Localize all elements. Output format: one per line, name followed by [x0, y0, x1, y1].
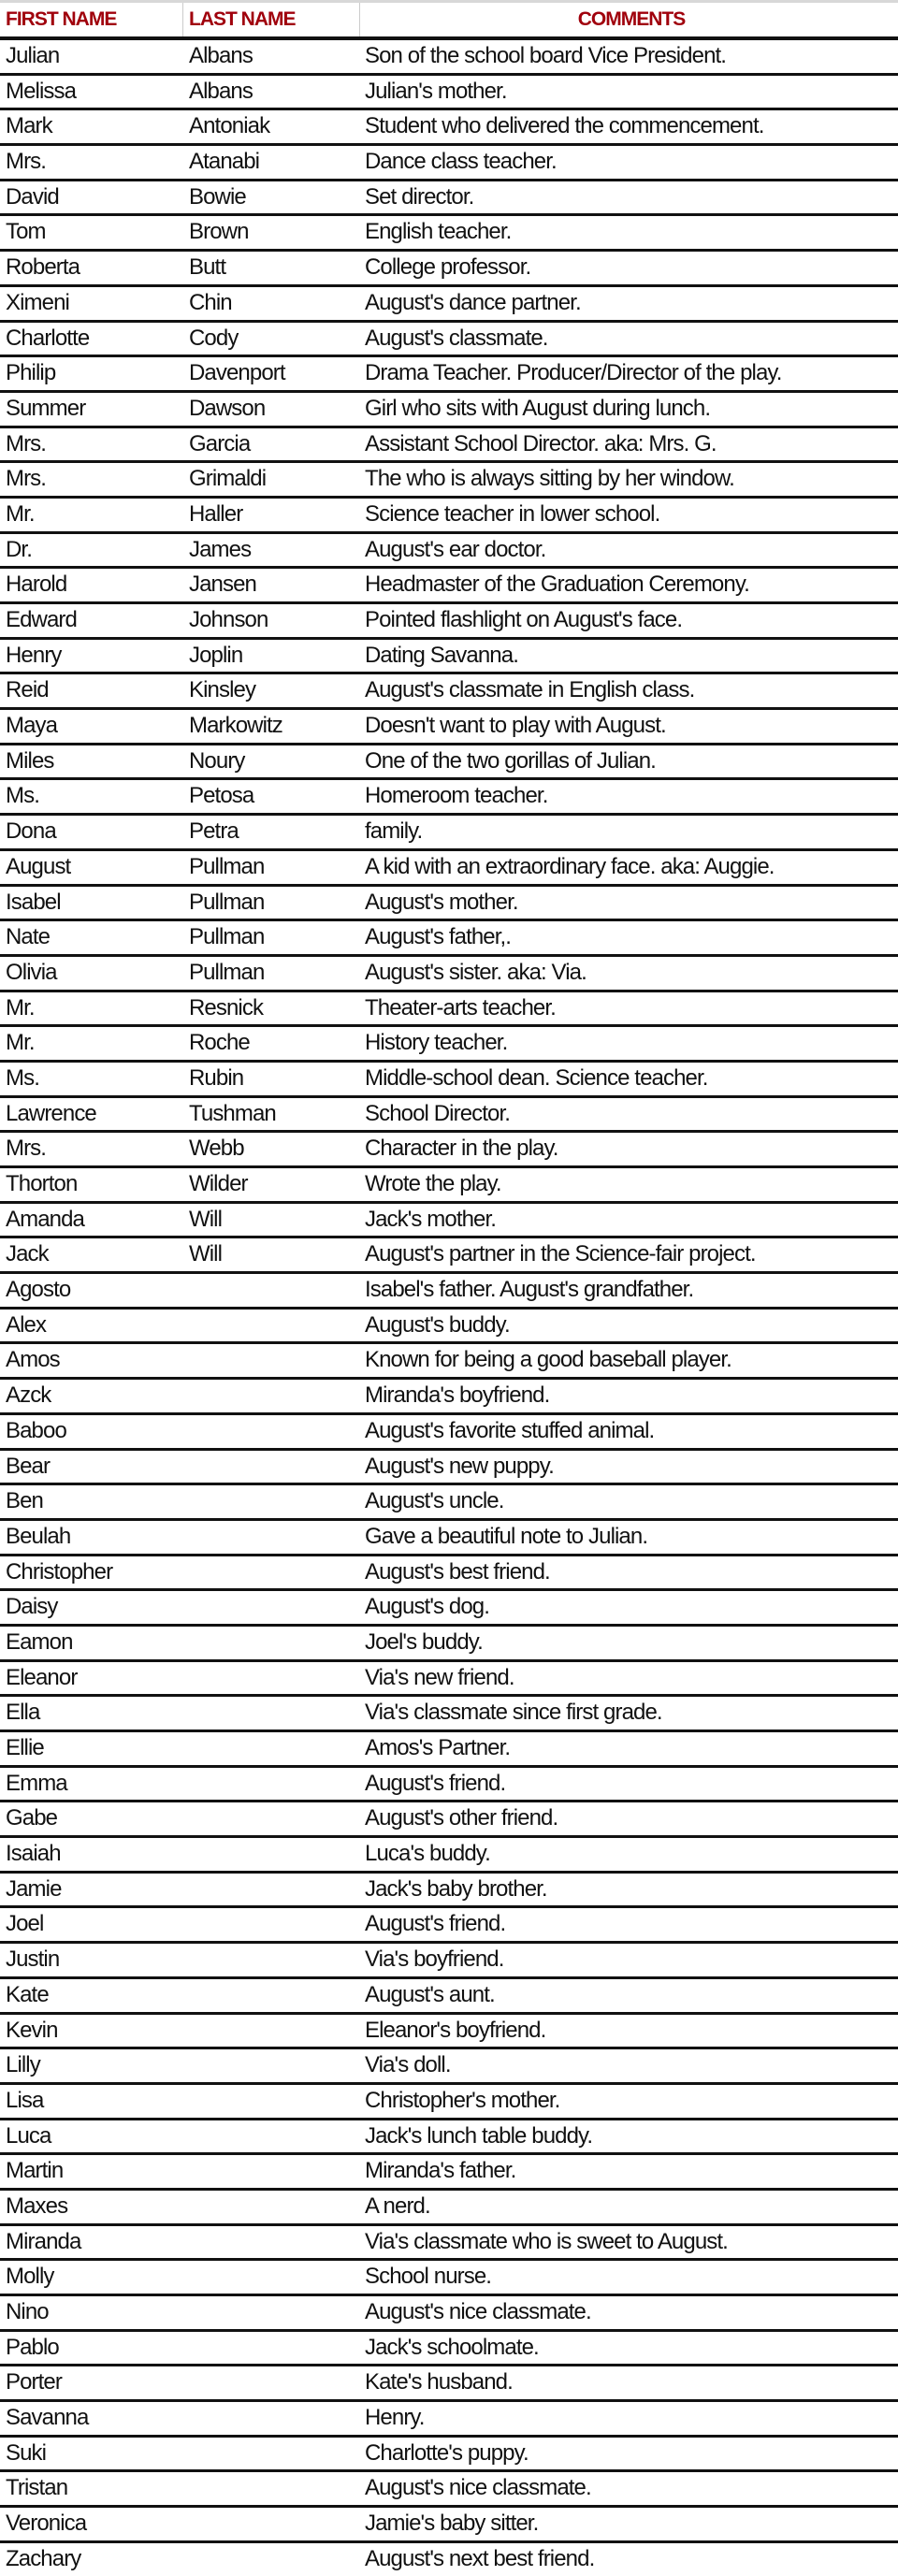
comment-cell: August's favorite stuffed animal. — [365, 1417, 655, 1443]
comment-cell: Assistant School Director. aka: Mrs. G. — [365, 430, 717, 456]
table-row — [0, 428, 898, 464]
first-name-cell: Mrs. — [6, 149, 47, 175]
comment-cell: Henry. — [365, 2405, 425, 2431]
first-name-cell: David — [6, 183, 59, 210]
comment-cell: Eleanor's boyfriend. — [365, 2017, 546, 2043]
first-name-cell: Savanna — [6, 2405, 89, 2431]
comment-cell: Isabel's father. August's grandfather. — [365, 1277, 694, 1303]
first-name-cell: Ms. — [6, 783, 39, 809]
last-name-cell: Johnson — [189, 607, 268, 632]
last-name-cell — [183, 1310, 360, 1342]
first-name-cell: Julian — [6, 43, 60, 68]
comment-cell: Son of the school board Vice President. — [365, 43, 727, 68]
first-name-cell: Eleanor — [6, 1664, 78, 1690]
first-name-cell: Isaiah — [6, 1841, 61, 1867]
first-name-cell: Kate — [6, 1981, 49, 2007]
comment-cell: August's classmate in English class. — [365, 677, 695, 703]
last-name-cell: Markowitz — [189, 713, 282, 739]
comment-cell: August's buddy. — [365, 1311, 510, 1338]
table-row — [0, 1662, 898, 1698]
first-name-cell: Philip — [6, 360, 56, 386]
first-name-cell: Dona — [6, 818, 56, 845]
first-name-cell: Charlotte — [6, 325, 90, 351]
last-name-cell — [183, 1556, 360, 1589]
first-name-cell: Lawrence — [6, 1100, 96, 1126]
last-name-cell — [183, 2296, 360, 2329]
comment-cell: Gave a beautiful note to Julian. — [365, 1523, 648, 1549]
comment-cell: Jack's mother. — [365, 1206, 497, 1232]
last-name-cell — [183, 1591, 360, 1624]
table-row — [0, 1627, 898, 1662]
table-row — [0, 604, 898, 640]
comment-cell: August's father,. — [365, 924, 512, 950]
comment-cell: History teacher. — [365, 1030, 508, 1056]
first-name-cell: Ben — [6, 1488, 44, 1514]
first-name-cell: Mrs. — [6, 430, 47, 456]
table-row — [0, 816, 898, 851]
comment-cell: Joel's buddy. — [365, 1628, 483, 1655]
table-row — [0, 2508, 898, 2543]
comment-cell: Via's classmate since first grade. — [365, 1700, 662, 1726]
first-name-cell: Justin — [6, 1946, 60, 1973]
table-row — [0, 1098, 898, 1134]
comment-cell: Via's boyfriend. — [365, 1946, 504, 1973]
first-name-cell: Lilly — [6, 2052, 40, 2078]
last-name-cell — [183, 2543, 360, 2576]
comment-cell: Girl who sits with August during lunch. — [365, 395, 711, 421]
comment-cell: August's ear doctor. — [365, 536, 546, 562]
last-name-cell: Webb — [189, 1136, 244, 1162]
comment-cell: Student who delivered the commencement. — [365, 113, 764, 139]
last-name-cell — [183, 2332, 360, 2365]
first-name-cell: Gabe — [6, 1805, 58, 1831]
table-row — [0, 1556, 898, 1592]
comment-cell: Dating Savanna. — [365, 642, 518, 668]
first-name-cell: Eamon — [6, 1628, 73, 1655]
last-name-cell: Petosa — [189, 783, 254, 809]
comment-cell: Homeroom teacher. — [365, 783, 548, 809]
comment-cell: August's classmate. — [365, 325, 548, 351]
comment-cell: Charlotte's puppy. — [365, 2439, 529, 2466]
last-name-cell: Roche — [189, 1030, 250, 1056]
comment-cell: August's partner in the Science-fair project. — [365, 1241, 756, 1267]
table-row — [0, 1344, 898, 1380]
table-row — [0, 780, 898, 816]
last-name-cell — [183, 1485, 360, 1518]
last-name-cell — [183, 1908, 360, 1941]
comment-cell: Middle-school dean. Science teacher. — [365, 1064, 708, 1091]
last-name-cell: Grimaldi — [189, 466, 267, 492]
table-row — [0, 674, 898, 710]
table-row — [0, 1415, 898, 1451]
last-name-cell: Pullman — [189, 853, 265, 879]
table-row — [0, 1521, 898, 1556]
comment-cell: Christopher's mother. — [365, 2087, 560, 2113]
comment-cell: Amos's Partner. — [365, 1735, 511, 1760]
last-name-cell — [183, 2438, 360, 2470]
first-name-cell: Mr. — [6, 1030, 35, 1056]
first-name-cell: Tristan — [6, 2475, 68, 2501]
first-name-cell: Joel — [6, 1911, 44, 1937]
table-row — [0, 1697, 898, 1732]
last-name-cell — [183, 1274, 360, 1307]
first-name-cell: Melissa — [6, 78, 77, 104]
first-name-cell: Henry — [6, 642, 62, 668]
table-row — [0, 887, 898, 922]
table-row — [0, 2402, 898, 2438]
comment-cell: August's friend. — [365, 1770, 506, 1796]
table-row — [0, 146, 898, 181]
first-name-cell: Emma — [6, 1770, 67, 1796]
last-name-cell — [183, 1768, 360, 1801]
table-row — [0, 1485, 898, 1521]
first-name-cell: Olivia — [6, 959, 57, 985]
comment-cell: Miranda's father. — [365, 2158, 516, 2184]
first-name-cell: Harold — [6, 572, 67, 598]
first-name-cell: Ellie — [6, 1735, 44, 1760]
table-row — [0, 2543, 898, 2576]
first-name-cell: Suki — [6, 2439, 47, 2466]
first-name-cell: Molly — [6, 2264, 54, 2290]
table-row — [0, 1274, 898, 1310]
comment-cell: August's new puppy. — [365, 1453, 554, 1479]
last-name-cell: Jansen — [189, 572, 256, 598]
last-name-cell: Cody — [189, 325, 239, 351]
last-name-cell: Butt — [189, 254, 226, 281]
table-header — [0, 3, 898, 40]
last-name-cell — [183, 1802, 360, 1835]
comment-cell: Wrote the play. — [365, 1171, 501, 1196]
header-last-name: LAST NAME — [183, 3, 360, 36]
first-name-cell: Jamie — [6, 1875, 62, 1902]
header-comments: COMMENTS — [577, 8, 686, 30]
last-name-cell: Brown — [189, 219, 249, 245]
last-name-cell — [183, 2508, 360, 2540]
comment-cell: One of the two gorillas of Julian. — [365, 747, 656, 774]
comment-cell: Jamie's baby sitter. — [365, 2511, 539, 2537]
comment-cell: Character in the play. — [365, 1136, 558, 1162]
first-name-cell: Alex — [6, 1311, 47, 1338]
comment-cell: A nerd. — [365, 2192, 430, 2219]
first-name-cell: Beulah — [6, 1523, 71, 1549]
first-name-cell: Nino — [6, 2299, 49, 2324]
last-name-cell — [183, 2015, 360, 2048]
comment-cell: August's mother. — [365, 889, 518, 915]
table-row — [0, 1874, 898, 1909]
first-name-cell: Maya — [6, 713, 58, 739]
last-name-cell: Pullman — [189, 889, 265, 915]
table-row — [0, 1591, 898, 1627]
table-row — [0, 2438, 898, 2473]
table-row — [0, 2155, 898, 2191]
table-row — [0, 1133, 898, 1168]
last-name-cell — [183, 2085, 360, 2118]
table-row — [0, 2226, 898, 2262]
comment-cell: Via's new friend. — [365, 1664, 514, 1690]
table-row — [0, 216, 898, 252]
last-name-cell — [183, 2261, 360, 2294]
comment-cell: Headmaster of the Graduation Ceremony. — [365, 572, 749, 598]
last-name-cell — [183, 2120, 360, 2153]
first-name-cell: Agosto — [6, 1277, 71, 1303]
last-name-cell: Davenport — [189, 360, 285, 386]
table-row — [0, 2296, 898, 2332]
last-name-cell — [183, 2226, 360, 2259]
table-row — [0, 110, 898, 146]
table-body — [0, 40, 898, 2576]
comment-cell: August's dance partner. — [365, 289, 581, 315]
table-row — [0, 992, 898, 1028]
first-name-cell: Pablo — [6, 2334, 59, 2360]
last-name-cell — [183, 1732, 360, 1765]
table-row — [0, 2472, 898, 2508]
first-name-cell: Mrs. — [6, 466, 47, 492]
first-name-cell: Edward — [6, 607, 77, 632]
table-row — [0, 1380, 898, 1415]
last-name-cell: Pullman — [189, 959, 265, 985]
table-row — [0, 851, 898, 887]
first-name-cell: Miles — [6, 747, 54, 774]
comment-cell: Science teacher in lower school. — [365, 500, 660, 527]
last-name-cell — [183, 2155, 360, 2188]
first-name-cell: Ella — [6, 1700, 40, 1726]
last-name-cell: Dawson — [189, 395, 266, 421]
last-name-cell: Resnick — [189, 994, 264, 1020]
first-name-cell: Porter — [6, 2369, 62, 2395]
table-row — [0, 2015, 898, 2050]
table-row — [0, 463, 898, 499]
last-name-cell: Albans — [189, 43, 253, 68]
last-name-cell: Garcia — [189, 430, 251, 456]
first-name-cell: Kevin — [6, 2017, 58, 2043]
first-name-cell: Luca — [6, 2122, 51, 2149]
comment-cell: English teacher. — [365, 219, 512, 245]
last-name-cell — [183, 1521, 360, 1554]
table-row — [0, 1310, 898, 1345]
comment-cell: Luca's buddy. — [365, 1841, 490, 1867]
last-name-cell: Petra — [189, 818, 239, 845]
table-row — [0, 2049, 898, 2085]
table-row — [0, 1204, 898, 1239]
comment-cell: August's next best friend. — [365, 2545, 595, 2571]
table-row — [0, 640, 898, 675]
last-name-cell: Joplin — [189, 642, 243, 668]
last-name-cell — [183, 1979, 360, 2012]
table-row — [0, 569, 898, 604]
first-name-cell: Ms. — [6, 1064, 39, 1091]
first-name-cell: Daisy — [6, 1594, 58, 1620]
comment-cell: School Director. — [365, 1100, 511, 1126]
first-name-cell: Mrs. — [6, 1136, 47, 1162]
last-name-cell — [183, 1415, 360, 1448]
first-name-cell: Roberta — [6, 254, 80, 281]
first-name-cell: Veronica — [6, 2511, 87, 2537]
last-name-cell — [183, 2049, 360, 2082]
comment-cell: Jack's baby brother. — [365, 1875, 547, 1902]
comment-cell: Jack's lunch table buddy. — [365, 2122, 593, 2149]
last-name-cell: Chin — [189, 289, 232, 315]
table-row — [0, 1944, 898, 1979]
last-name-cell: Atanabi — [189, 149, 260, 175]
first-name-cell: Baboo — [6, 1417, 66, 1443]
last-name-cell: Wilder — [189, 1171, 248, 1196]
comment-cell: Dance class teacher. — [365, 149, 557, 175]
table-row — [0, 1908, 898, 1944]
last-name-cell: Tushman — [189, 1100, 276, 1126]
table-row — [0, 181, 898, 217]
comment-cell: family. — [365, 818, 423, 845]
first-name-cell: Ximeni — [6, 289, 69, 315]
comment-cell: The who is always sitting by her window. — [365, 466, 734, 492]
first-name-cell: Isabel — [6, 889, 61, 915]
comment-cell: Julian's mother. — [365, 78, 507, 104]
table-row — [0, 357, 898, 393]
comment-cell: August's best friend. — [365, 1558, 550, 1585]
table-row — [0, 76, 898, 111]
comment-cell: August's other friend. — [365, 1805, 558, 1831]
last-name-cell: Kinsley — [189, 677, 256, 703]
table-row — [0, 1451, 898, 1486]
comment-cell: Drama Teacher. Producer/Director of the play. — [365, 360, 782, 386]
comment-cell: Known for being a good baseball player. — [365, 1347, 731, 1373]
last-name-cell: Noury — [189, 747, 245, 774]
table-row — [0, 1027, 898, 1063]
first-name-cell: Azck — [6, 1382, 51, 1409]
table-row — [0, 1838, 898, 1874]
table-row — [0, 2120, 898, 2156]
comment-cell: Kate's husband. — [365, 2369, 513, 2395]
first-name-cell: Bear — [6, 1453, 51, 1479]
last-name-cell — [183, 1874, 360, 1906]
first-name-cell: Mr. — [6, 500, 35, 527]
comment-cell: School nurse. — [365, 2264, 492, 2290]
last-name-cell — [183, 1944, 360, 1976]
table-row — [0, 1979, 898, 2015]
comment-cell: Miranda's boyfriend. — [365, 1382, 550, 1409]
comment-cell: August's sister. aka: Via. — [365, 959, 587, 985]
table-row — [0, 1238, 898, 1274]
last-name-cell: Will — [189, 1241, 223, 1267]
comment-cell: Doesn't want to play with August. — [365, 713, 666, 739]
comment-cell: August's nice classmate. — [365, 2299, 591, 2324]
comment-cell: Via's doll. — [365, 2052, 451, 2078]
last-name-cell: Albans — [189, 78, 253, 104]
first-name-cell: Nate — [6, 924, 51, 950]
last-name-cell — [183, 1662, 360, 1695]
last-name-cell: James — [189, 536, 252, 562]
last-name-cell: Bowie — [189, 183, 246, 210]
table-row — [0, 2332, 898, 2367]
comment-cell: Pointed flashlight on August's face. — [365, 607, 683, 632]
comment-cell: August's friend. — [365, 1911, 506, 1937]
first-name-cell: Mr. — [6, 994, 35, 1020]
last-name-cell: Rubin — [189, 1064, 244, 1091]
comment-cell: August's nice classmate. — [365, 2475, 591, 2501]
last-name-cell — [183, 2472, 360, 2505]
table-row — [0, 2191, 898, 2226]
first-name-cell: Maxes — [6, 2192, 68, 2219]
table-row — [0, 534, 898, 570]
last-name-cell — [183, 2402, 360, 2435]
first-name-cell: Lisa — [6, 2087, 44, 2113]
comment-cell: August's uncle. — [365, 1488, 504, 1514]
first-name-cell: Zachary — [6, 2545, 81, 2571]
table-row — [0, 499, 898, 534]
first-name-cell: August — [6, 853, 71, 879]
last-name-cell — [183, 1344, 360, 1377]
last-name-cell: Will — [189, 1206, 223, 1232]
table-row — [0, 745, 898, 781]
last-name-cell: Antoniak — [189, 113, 270, 139]
last-name-cell — [183, 2191, 360, 2223]
table-row — [0, 1768, 898, 1803]
comment-cell: August's aunt. — [365, 1981, 495, 2007]
table-row — [0, 287, 898, 323]
first-name-cell: Tom — [6, 219, 46, 245]
first-name-cell: Amanda — [6, 1206, 84, 1232]
last-name-cell — [183, 1627, 360, 1659]
comment-cell: A kid with an extraordinary face. aka: Auggie. — [365, 853, 775, 879]
first-name-cell: Dr. — [6, 536, 32, 562]
comment-cell: Theater-arts teacher. — [365, 994, 556, 1020]
last-name-cell: Pullman — [189, 924, 265, 950]
comment-cell: Jack's schoolmate. — [365, 2334, 539, 2360]
table-row — [0, 323, 898, 358]
first-name-cell: Summer — [6, 395, 86, 421]
last-name-cell — [183, 1838, 360, 1871]
first-name-cell: Miranda — [6, 2228, 81, 2254]
table-row — [0, 1063, 898, 1098]
table-row — [0, 921, 898, 957]
first-name-cell: Mark — [6, 113, 52, 139]
comment-cell: College professor. — [365, 254, 531, 281]
last-name-cell — [183, 1697, 360, 1729]
table-row — [0, 40, 898, 76]
table-row — [0, 1802, 898, 1838]
table-row — [0, 1732, 898, 1768]
last-name-cell — [183, 2366, 360, 2399]
header-first-name: FIRST NAME — [0, 3, 183, 36]
table-row — [0, 393, 898, 428]
first-name-cell: Thorton — [6, 1171, 78, 1196]
table-row — [0, 1168, 898, 1204]
first-name-cell: Christopher — [6, 1558, 113, 1585]
table-row — [0, 252, 898, 287]
last-name-cell — [183, 1451, 360, 1483]
first-name-cell: Amos — [6, 1347, 60, 1373]
table-row — [0, 710, 898, 745]
comment-cell: August's dog. — [365, 1594, 489, 1620]
comment-cell: Via's classmate who is sweet to August. — [365, 2228, 728, 2254]
comment-cell: Set director. — [365, 183, 474, 210]
first-name-cell: Jack — [6, 1241, 49, 1267]
last-name-cell — [183, 1380, 360, 1412]
first-name-cell: Martin — [6, 2158, 64, 2184]
table-row — [0, 957, 898, 992]
table-row — [0, 2261, 898, 2296]
table-row — [0, 2366, 898, 2402]
last-name-cell: Haller — [189, 500, 243, 527]
table-row — [0, 2085, 898, 2120]
first-name-cell: Reid — [6, 677, 49, 703]
